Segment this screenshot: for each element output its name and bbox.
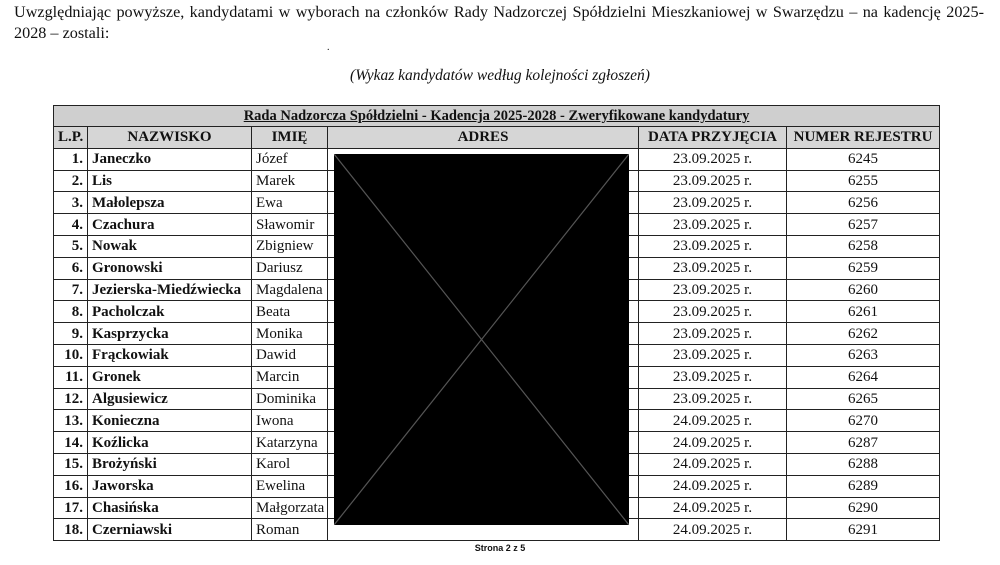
- table-header-row: [54, 127, 940, 149]
- stray-dot: .: [327, 42, 330, 53]
- row-register: 6270: [787, 410, 940, 432]
- row-name: Roman: [252, 519, 328, 541]
- row-name: Ewa: [252, 192, 328, 214]
- table-banner-row: [54, 106, 940, 127]
- row-date: 24.09.2025 r.: [639, 453, 787, 475]
- header-surname: NAZWISKO: [88, 127, 252, 149]
- row-lp: 2.: [54, 170, 88, 192]
- row-surname: Gronowski: [88, 257, 252, 279]
- row-surname: Nowak: [88, 235, 252, 257]
- row-date: 24.09.2025 r.: [639, 432, 787, 454]
- row-name: Józef: [252, 148, 328, 170]
- row-surname: Frąckowiak: [88, 344, 252, 366]
- row-date: 23.09.2025 r.: [639, 148, 787, 170]
- row-surname: Koźlicka: [88, 432, 252, 454]
- header-address: ADRES: [328, 127, 639, 149]
- row-name: Magdalena: [252, 279, 328, 301]
- header-name: IMIĘ: [252, 127, 328, 149]
- row-name: Małgorzata: [252, 497, 328, 519]
- row-surname: Pacholczak: [88, 301, 252, 323]
- row-surname: Jaworska: [88, 475, 252, 497]
- row-date: 23.09.2025 r.: [639, 170, 787, 192]
- row-name: Beata: [252, 301, 328, 323]
- row-surname: Gronek: [88, 366, 252, 388]
- row-name: Sławomir: [252, 214, 328, 236]
- row-register: 6255: [787, 170, 940, 192]
- row-lp: 12.: [54, 388, 88, 410]
- row-register: 6262: [787, 323, 940, 345]
- row-register: 6256: [787, 192, 940, 214]
- row-lp: 9.: [54, 323, 88, 345]
- row-surname: Małolepsza: [88, 192, 252, 214]
- row-name: Marcin: [252, 366, 328, 388]
- row-date: 23.09.2025 r.: [639, 257, 787, 279]
- row-lp: 10.: [54, 344, 88, 366]
- row-date: 23.09.2025 r.: [639, 344, 787, 366]
- header-date: DATA PRZYJĘCIA: [639, 127, 787, 149]
- row-lp: 15.: [54, 453, 88, 475]
- row-register: 6263: [787, 344, 940, 366]
- redaction-cross-icon: [334, 154, 629, 525]
- row-lp: 11.: [54, 366, 88, 388]
- row-name: Ewelina: [252, 475, 328, 497]
- row-lp: 14.: [54, 432, 88, 454]
- row-lp: 18.: [54, 519, 88, 541]
- row-lp: 13.: [54, 410, 88, 432]
- row-name: Dominika: [252, 388, 328, 410]
- row-surname: Czachura: [88, 214, 252, 236]
- list-subtitle: (Wykaz kandydatów według kolejności zgłoszeń): [350, 67, 650, 84]
- row-name: Karol: [252, 453, 328, 475]
- row-date: 24.09.2025 r.: [639, 475, 787, 497]
- row-surname: Brożyński: [88, 453, 252, 475]
- row-lp: 5.: [54, 235, 88, 257]
- row-lp: 16.: [54, 475, 88, 497]
- row-lp: 6.: [54, 257, 88, 279]
- row-surname: Czerniawski: [88, 519, 252, 541]
- address-redaction: [334, 154, 629, 525]
- row-register: 6260: [787, 279, 940, 301]
- row-date: 23.09.2025 r.: [639, 301, 787, 323]
- row-surname: Jezierska-Miedźwiecka: [88, 279, 252, 301]
- table-banner: Rada Nadzorcza Spółdzielni - Kadencja 2025-2028 - Zweryfikowane kandydatury: [54, 106, 940, 127]
- row-surname: Kasprzycka: [88, 323, 252, 345]
- row-surname: Janeczko: [88, 148, 252, 170]
- row-date: 23.09.2025 r.: [639, 214, 787, 236]
- row-surname: Chasińska: [88, 497, 252, 519]
- row-date: 24.09.2025 r.: [639, 497, 787, 519]
- page-number: Strona 2 z 5: [474, 543, 526, 553]
- row-date: 24.09.2025 r.: [639, 519, 787, 541]
- row-name: Dawid: [252, 344, 328, 366]
- header-lp: L.P.: [54, 127, 88, 149]
- row-register: 6264: [787, 366, 940, 388]
- row-date: 24.09.2025 r.: [639, 410, 787, 432]
- row-register: 6291: [787, 519, 940, 541]
- row-register: 6257: [787, 214, 940, 236]
- row-register: 6289: [787, 475, 940, 497]
- row-register: 6265: [787, 388, 940, 410]
- row-date: 23.09.2025 r.: [639, 192, 787, 214]
- row-lp: 3.: [54, 192, 88, 214]
- row-register: 6288: [787, 453, 940, 475]
- row-date: 23.09.2025 r.: [639, 388, 787, 410]
- row-date: 23.09.2025 r.: [639, 279, 787, 301]
- row-lp: 4.: [54, 214, 88, 236]
- row-register: 6259: [787, 257, 940, 279]
- intro-paragraph: Uwzględniając powyższe, kandydatami w wyborach na członków Rady Nadzorczej Spółdzielni Mieszkaniowej w Swarzędzu – na kadencję 2025-2028 – zostali:: [14, 3, 984, 42]
- row-name: Iwona: [252, 410, 328, 432]
- row-register: 6290: [787, 497, 940, 519]
- row-register: 6245: [787, 148, 940, 170]
- row-register: 6261: [787, 301, 940, 323]
- row-name: Zbigniew: [252, 235, 328, 257]
- header-register: NUMER REJESTRU: [787, 127, 940, 149]
- row-name: Dariusz: [252, 257, 328, 279]
- row-date: 23.09.2025 r.: [639, 235, 787, 257]
- row-date: 23.09.2025 r.: [639, 366, 787, 388]
- row-surname: Konieczna: [88, 410, 252, 432]
- row-date: 23.09.2025 r.: [639, 323, 787, 345]
- row-surname: Lis: [88, 170, 252, 192]
- row-lp: 1.: [54, 148, 88, 170]
- row-lp: 8.: [54, 301, 88, 323]
- row-register: 6258: [787, 235, 940, 257]
- row-name: Marek: [252, 170, 328, 192]
- row-surname: Algusiewicz: [88, 388, 252, 410]
- row-register: 6287: [787, 432, 940, 454]
- row-name: Monika: [252, 323, 328, 345]
- row-lp: 17.: [54, 497, 88, 519]
- row-name: Katarzyna: [252, 432, 328, 454]
- row-lp: 7.: [54, 279, 88, 301]
